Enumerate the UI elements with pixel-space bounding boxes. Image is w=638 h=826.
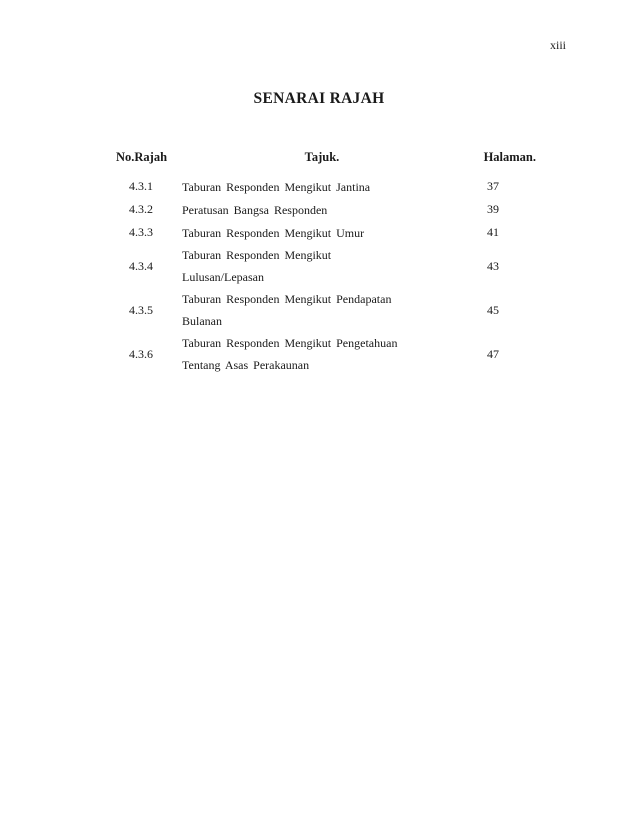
table-row (116, 221, 536, 244)
figure-number: 4.3.5 (129, 302, 153, 317)
table-row (116, 198, 536, 221)
figure-number: 4.3.4 (129, 258, 153, 273)
figure-title (182, 288, 462, 332)
figure-title-line: Peratusan Bangsa Responden (182, 202, 328, 217)
figure-title (182, 198, 462, 221)
figure-title-line: Taburan Responden Mengikut Pendapatan (182, 292, 392, 306)
table-row (116, 244, 536, 288)
figure-title-line: Taburan Responden Mengikut Umur (182, 225, 365, 240)
page-title: SENARAI RAJAH (253, 90, 385, 107)
table-row (116, 175, 536, 198)
header-number: No.Rajah (116, 150, 168, 164)
figure-number: 4.3.2 (129, 202, 153, 216)
list-of-figures-table (116, 150, 536, 376)
table-header-row (116, 150, 536, 175)
figure-page: 45 (487, 302, 499, 317)
figure-title-line: Taburan Responden Mengikut (182, 248, 332, 262)
figure-page: 39 (487, 202, 499, 216)
figure-title (182, 244, 462, 288)
figure-page: 37 (487, 179, 499, 193)
figure-number: 4.3.6 (129, 346, 153, 361)
figure-title-line: Lulusan/Lepasan (182, 270, 264, 284)
figure-title-line: Tentang Asas Perakaunan (182, 358, 310, 372)
figure-title (182, 221, 462, 244)
table-row (116, 332, 536, 376)
header-title: Tajuk. (304, 150, 340, 164)
figure-number: 4.3.3 (129, 225, 153, 239)
figure-title (182, 332, 462, 376)
figure-number: 4.3.1 (129, 179, 153, 193)
table-row (116, 288, 536, 332)
figure-page: 47 (487, 346, 499, 361)
figure-title-line: Taburan Responden Mengikut Pengetahuan (182, 336, 398, 350)
figure-title-line: Taburan Responden Mengikut Jantina (182, 179, 371, 194)
page-number: xiii (549, 38, 566, 52)
figure-title-line: Bulanan (182, 314, 222, 328)
header-page: Halaman. (483, 150, 536, 164)
figure-page: 43 (487, 258, 499, 273)
figure-title (182, 175, 462, 198)
table-body (116, 175, 536, 376)
figure-page: 41 (487, 225, 499, 239)
